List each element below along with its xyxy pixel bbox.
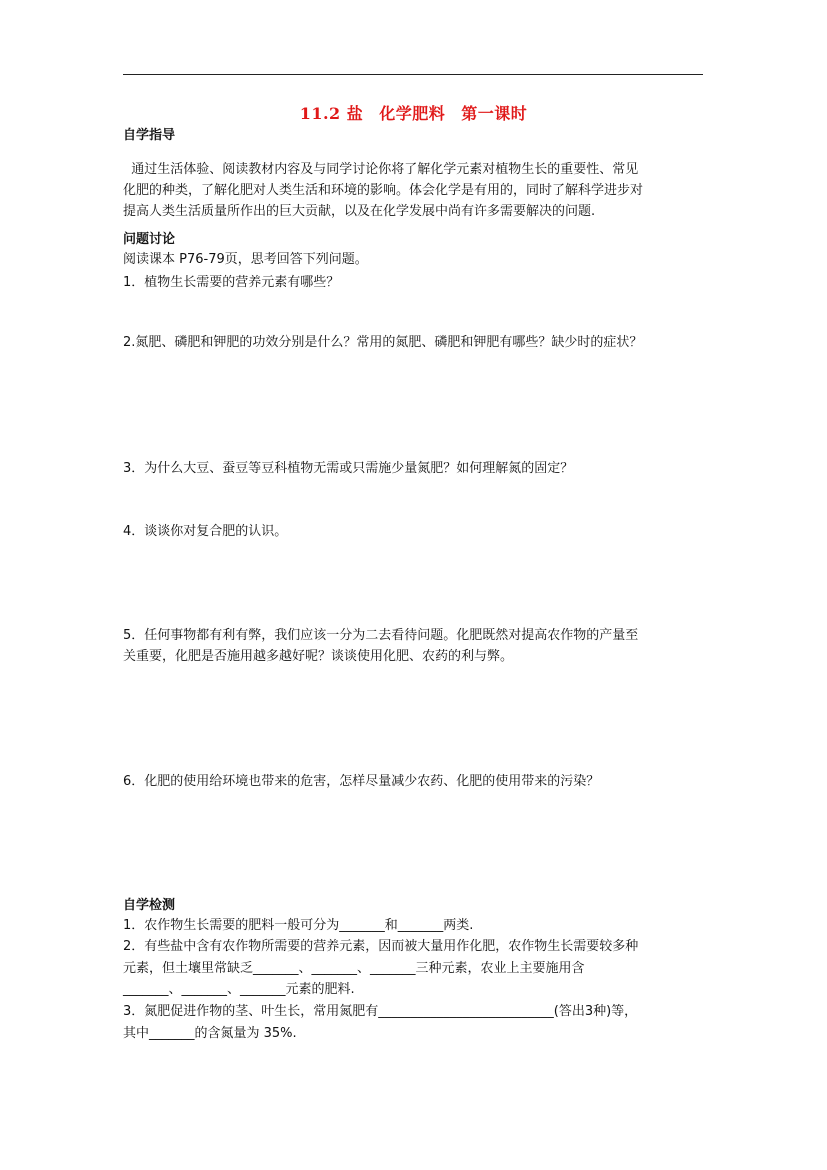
section-heading-selftest: 自学检测 [123,898,176,913]
intro-line: 通过生活体验、阅读教材内容及与同学讨论你将了解化学元素对植物生长的重要性、常见 [123,162,639,177]
question-1: 1．植物生长需要的营养元素有哪些？ [123,275,340,290]
section-heading-discussion: 问题讨论 [123,232,176,247]
reading-instruction: 阅读课本 P76-79页，思考回答下列问题。 [123,252,368,267]
header-rule [123,74,703,75]
question-2: 2.氮肥、磷肥和钾肥的功效分别是什么？常用的氮肥、磷肥和钾肥有哪些？缺少时的症状？ [123,335,643,350]
question-5-line-2: 关重要，化肥是否施用越多越好呢？谈谈使用化肥、农药的利与弊。 [123,649,514,664]
test-item-1: 1．农作物生长需要的肥料一般可分为_______和_______两类. [123,918,474,933]
question-6: 6．化肥的使用给环境也带来的危害，怎样尽量减少农药、化肥的使用带来的污染？ [123,774,600,789]
question-4: 4．谈谈你对复合肥的认识。 [123,524,288,539]
intro-line: 化肥的种类，了解化肥对人类生活和环境的影响。体会化学是有用的，同时了解科学进步对 [123,183,644,198]
question-3: 3．为什么大豆、蚕豆等豆科植物无需或只需施少量氮肥？如何理解氮的固定？ [123,461,574,476]
title-lesson: 第一课时 [461,104,528,123]
title-number: 11.2 盐 [299,104,364,123]
test-item-3-line-2: 其中_______的含氮量为 35%. [123,1026,297,1041]
test-item-2-line-3: _______、_______、_______元素的肥料. [123,982,355,997]
test-item-2-line-2: 元素，但土壤里常缺乏_______、_______、_______三种元素，农业上主要施用含 [123,961,585,976]
test-item-2-line-1: 2．有些盐中含有农作物所需要的营养元素，因而被大量用作化肥，农作物生长需要较多种 [123,939,639,954]
section-heading-guide: 自学指导 [123,128,176,143]
intro-paragraph [123,159,705,222]
intro-line: 提高人类生活质量所作出的巨大贡献，以及在化学发展中尚有许多需要解决的问题. [123,204,596,219]
page-title [0,101,827,124]
question-5-line-1: 5．任何事物都有利有弊，我们应该一分为二去看待问题。化肥既然对提高农作物的产量至 [123,628,639,643]
title-topic: 化学肥料 [379,104,446,123]
test-item-3-line-1: 3．氮肥促进作物的茎、叶生长，常用氮肥有___________________________(答出3种)等， [123,1004,638,1019]
